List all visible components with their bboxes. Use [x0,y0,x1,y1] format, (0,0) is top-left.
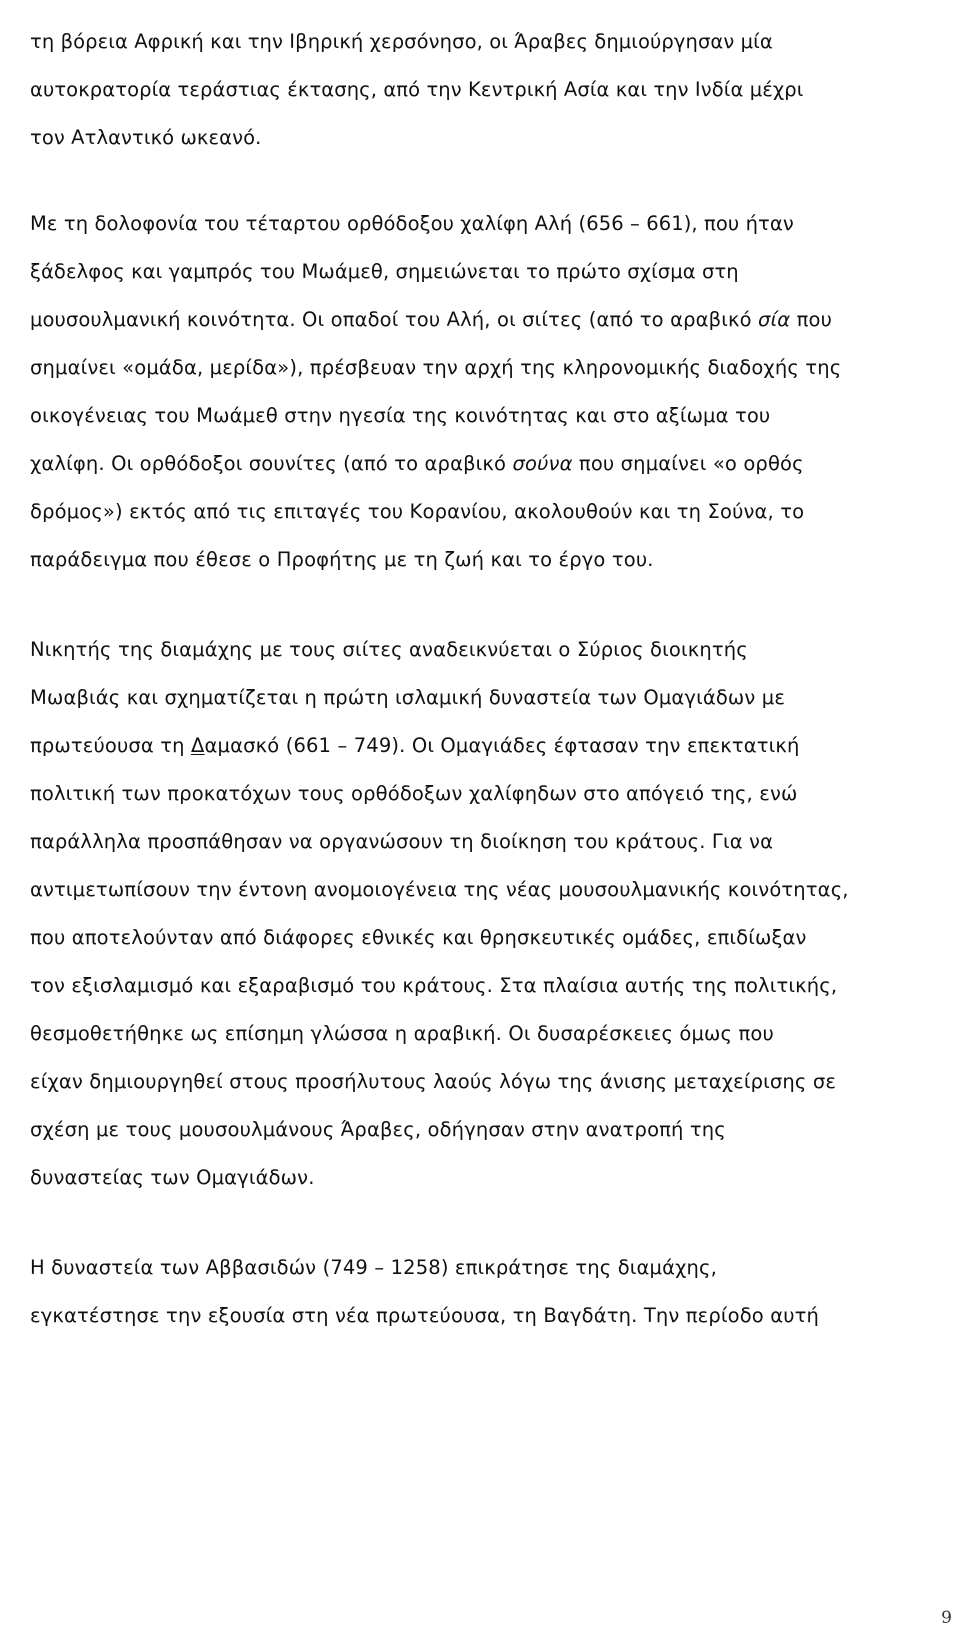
text-line: ξάδελφος και γαμπρός του Μωάμεθ, σημειώνεται το πρώτο σχίσμα στη [30,260,739,283]
italic-term: σούνα [512,452,573,475]
text-line: παράλληλα προσπάθησαν να οργανώσουν τη διοίκηση του κράτους. Για να [30,830,774,853]
underlined-letter: Δ [191,734,205,757]
text-line: τον Ατλαντικό ωκεανό. [30,126,262,149]
text-line: αυτοκρατορία τεράστιας έκτασης, από την Κεντρική Ασία και την Ινδία μέχρι [30,78,804,101]
page-number: 9 [941,1608,952,1628]
text-line: Μωαβιάς και σχηματίζεται η πρώτη ισλαμική δυναστεία των Ομαγιάδων με [30,686,786,709]
text-line: δυναστείας των Ομαγιάδων. [30,1166,315,1189]
text-line: χαλίφη. Οι ορθόδοξοι σουνίτες (από το αραβικό σούνα που σημαίνει «ο ορθός [30,452,804,475]
text-line: σχέση με τους μουσουλμάνους Άραβες, οδήγησαν στην ανατροπή της [30,1118,726,1141]
text-line: που αποτελούνταν από διάφορες εθνικές και θρησκευτικές ομάδες, επιδίωξαν [30,926,807,949]
text-line: είχαν δημιουργηθεί στους προσήλυτους λαούς λόγω της άνισης μεταχείρισης σε [30,1070,837,1093]
text-line: τον εξισλαμισμό και εξαραβισμό του κράτους. Στα πλαίσια αυτής της πολιτικής, [30,974,838,997]
text-line: δρόμος») εκτός από τις επιταγές του Κορανίου, ακολουθούν και τη Σούνα, το [30,500,805,523]
text-line: θεσμοθετήθηκε ως επίσημη γλώσσα η αραβική. Οι δυσαρέσκειες όμως που [30,1022,774,1045]
text-line: παράδειγμα που έθεσε ο Προφήτης με τη ζωή και το έργο του. [30,548,654,571]
text-line: Με τη δολοφονία του τέταρτου ορθόδοξου χαλίφη Αλή (656 – 661), που ήταν [30,212,794,235]
text-line: μουσουλμανική κοινότητα. Οι οπαδοί του Αλή, οι σιίτες (από το αραβικό σία που [30,308,833,331]
text-line: τη βόρεια Αφρική και την Ιβηρική χερσόνησο, οι Άραβες δημιούργησαν μία [30,30,773,53]
text-line: σημαίνει «ομάδα, μερίδα»), πρέσβευαν την αρχή της κληρονομικής διαδοχής της [30,356,842,379]
text-line: οικογένειας του Μωάμεθ στην ηγεσία της κοινότητας και στο αξίωμα του [30,404,771,427]
text-line: πολιτική των προκατόχων τους ορθόδοξων χαλίφηδων στο απόγειό της, ενώ [30,782,798,805]
text-line: Η δυναστεία των Αββασιδών (749 – 1258) επικράτησε της διαμάχης, [30,1256,717,1279]
text-line: αντιμετωπίσουν την έντονη ανομοιογένεια της νέας μουσουλμανικής κοινότητας, [30,878,849,901]
text-line: πρωτεύουσα τη Δαμασκό (661 – 749). Οι Ομαγιάδες έφτασαν την επεκτατική [30,734,800,757]
italic-term: σία [758,308,791,331]
text-line: εγκατέστησε την εξουσία στη νέα πρωτεύουσα, τη Βαγδάτη. Την περίοδο αυτή [30,1304,820,1327]
text-line: Νικητής της διαμάχης με τους σιίτες αναδεικνύεται ο Σύριος διοικητής [30,638,748,661]
